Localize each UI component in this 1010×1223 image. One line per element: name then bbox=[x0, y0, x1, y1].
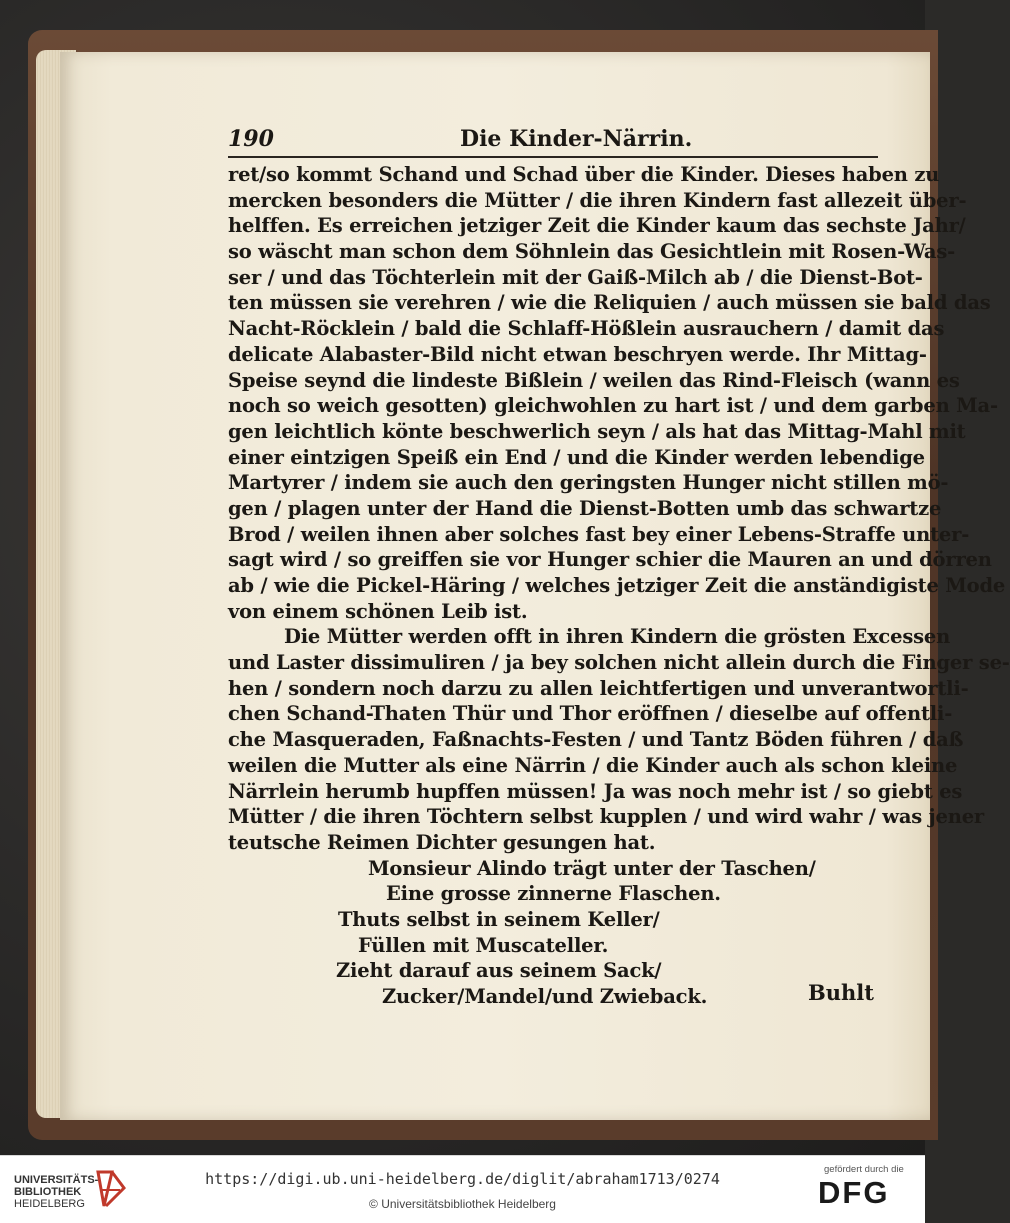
text-line: Brod / weilen ihnen aber solches fast bey einer Lebens-Straffe unter- bbox=[228, 522, 970, 546]
dfg-logo[interactable] bbox=[818, 1164, 918, 1211]
text-line: delicate Alabaster-Bild nicht etwan beschryen werde. Ihr Mittag- bbox=[228, 342, 927, 366]
text-line: Närrlein herumb hupffen müssen! Ja was noch mehr ist / so giebt es bbox=[228, 779, 963, 803]
library-name-line-1: UNIVERSITÄTS- bbox=[14, 1174, 99, 1186]
library-name-line-2: BIBLIOTHEK bbox=[14, 1186, 82, 1198]
permalink-url[interactable]: https://digi.ub.uni-heidelberg.de/diglit/abraham1713/0274 bbox=[205, 1170, 720, 1188]
text-line: einer eintzigen Speiß ein End / und die Kinder werden lebendige bbox=[228, 445, 925, 469]
copyright-notice: © Universitätsbibliothek Heidelberg bbox=[369, 1197, 556, 1211]
running-title: Die Kinder-Närrin. bbox=[460, 126, 693, 152]
verse-line: Monsieur Alindo trägt unter der Taschen/ bbox=[368, 856, 816, 880]
verse-line: Thuts selbst in seinem Keller/ bbox=[338, 907, 660, 931]
text-line: Nacht-Röcklein / bald die Schlaff-Hößlein ausrauchern / damit das bbox=[228, 317, 945, 341]
text-line: weilen die Mutter als eine Närrin / die Kinder auch als schon kleine bbox=[228, 753, 958, 777]
text-line: helffen. Es erreichen jetziger Zeit die Kinder kaum das sechste Jahr/ bbox=[228, 214, 966, 238]
catchword: Buhlt bbox=[808, 980, 874, 1005]
verse-line: Füllen mit Muscateller. bbox=[358, 933, 609, 957]
verse-line: Zieht darauf aus seinem Sack/ bbox=[336, 959, 662, 983]
paragraph-1 bbox=[228, 162, 1006, 624]
text-line: gen / plagen unter der Hand die Dienst-Botten umb das schwartze bbox=[228, 496, 942, 520]
paragraph-2 bbox=[228, 624, 1010, 855]
text-line: noch so weich gesotten) gleichwohlen zu hart ist / und dem garben Ma- bbox=[228, 394, 998, 418]
text-line: Die Mütter werden offt in ihren Kindern die grösten Excessen bbox=[284, 625, 951, 649]
text-line: chen Schand-Thaten Thür und Thor eröffnen / dieselbe auf offentli- bbox=[228, 702, 953, 726]
text-line: ret/so kommt Schand und Schad über die Kinder. Dieses haben zu bbox=[228, 163, 940, 186]
verse-line: Zucker/Mandel/und Zwieback. bbox=[382, 985, 708, 1008]
text-line: gen leichtlich könte beschwerlich seyn / als hat das Mittag-Mahl mit bbox=[228, 419, 966, 443]
text-line: und Laster dissimuliren / ja bey solchen nicht allein durch die Finger se- bbox=[228, 651, 1010, 675]
text-line: von einem schönen Leib ist. bbox=[228, 599, 528, 623]
text-line: Speise seynd die lindeste Bißlein / weilen das Rind-Fleisch (wann es bbox=[228, 368, 960, 392]
dfg-wordmark: DFG bbox=[818, 1175, 890, 1210]
text-line: Martyrer / indem sie auch den geringsten Hunger nicht stillen mö- bbox=[228, 471, 949, 495]
text-line: ten müssen sie verehren / wie die Reliquien / auch müssen sie bald das bbox=[228, 291, 991, 315]
viewer-footer bbox=[0, 1155, 925, 1223]
funding-caption: gefördert durch die bbox=[824, 1164, 904, 1175]
text-line: teutsche Reimen Dichter gesungen hat. bbox=[228, 830, 656, 854]
verse-block bbox=[228, 856, 878, 1010]
text-line: sagt wird / so greiffen sie vor Hunger schier die Mauren an und dörren bbox=[228, 548, 992, 572]
text-line: ser / und das Töchterlein mit der Gaiß-Milch ab / die Dienst-Bot- bbox=[228, 265, 923, 289]
text-line: Mütter / die ihren Töchtern selbst kupplen / und wird wahr / was jener bbox=[228, 805, 984, 829]
library-name-line-3: HEIDELBERG bbox=[14, 1198, 85, 1210]
verse-line: Eine grosse zinnerne Flaschen. bbox=[386, 882, 721, 906]
text-line: che Masqueraden, Faßnachts-Festen / und Tantz Böden führen / daß bbox=[228, 728, 964, 752]
text-line: mercken besonders die Mütter / die ihren Kindern fast allezeit über- bbox=[228, 188, 967, 212]
text-line: ab / wie die Pickel-Häring / welches jetziger Zeit die anständigiste Mode bbox=[228, 574, 1006, 597]
running-head bbox=[228, 126, 878, 158]
page-number: 190 bbox=[228, 126, 274, 152]
text-line: hen / sondern noch darzu zu allen leichtfertigen und unverantwortli- bbox=[228, 676, 969, 700]
text-line: so wäscht man schon dem Söhnlein das Gesichtlein mit Rosen-Was- bbox=[228, 240, 956, 264]
page-text-block bbox=[228, 126, 1010, 1010]
